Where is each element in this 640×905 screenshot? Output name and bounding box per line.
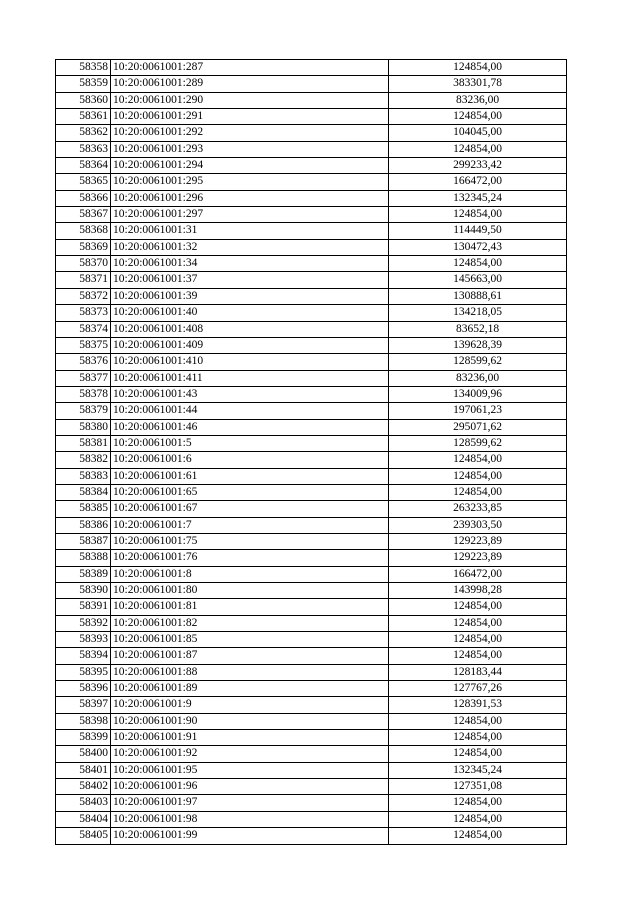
cadastral-number-cell: 10:20:0061001:90 [111,713,389,729]
row-number-cell: 58358 [56,60,111,76]
table-row [56,517,567,533]
cadastral-value-cell: 128391,53 [389,697,567,713]
row-number-cell: 58363 [56,141,111,157]
cadastral-value-cell: 124854,00 [389,746,567,762]
cadastral-number-cell: 10:20:0061001:61 [111,468,389,484]
cadastral-value-cell: 129223,89 [389,550,567,566]
table-row [56,811,567,827]
cadastral-number-cell: 10:20:0061001:46 [111,419,389,435]
table-row [56,681,567,697]
cadastral-number-cell: 10:20:0061001:99 [111,828,389,844]
row-number-cell: 58397 [56,697,111,713]
cadastral-number-cell: 10:20:0061001:410 [111,354,389,370]
cadastral-number-cell: 10:20:0061001:290 [111,92,389,108]
cadastral-value-cell: 239303,50 [389,517,567,533]
row-number-cell: 58380 [56,419,111,435]
cadastral-number-cell: 10:20:0061001:287 [111,60,389,76]
cadastral-value-cell: 83652,18 [389,321,567,337]
cadastral-number-cell: 10:20:0061001:32 [111,239,389,255]
cadastral-number-cell: 10:20:0061001:293 [111,141,389,157]
cadastral-value-cell: 83236,00 [389,370,567,386]
cadastral-value-cell: 132345,24 [389,190,567,206]
row-number-cell: 58386 [56,517,111,533]
table-row [56,746,567,762]
cadastral-value-cell: 128599,62 [389,354,567,370]
row-number-cell: 58371 [56,272,111,288]
cadastral-value-cell: 128183,44 [389,664,567,680]
row-number-cell: 58385 [56,501,111,517]
cadastral-value-cell: 134009,96 [389,386,567,402]
cadastral-number-cell: 10:20:0061001:89 [111,681,389,697]
table-row [56,207,567,223]
table-row [56,550,567,566]
table-row [56,795,567,811]
row-number-cell: 58361 [56,109,111,125]
table-row [56,92,567,108]
row-number-cell: 58401 [56,762,111,778]
row-number-cell: 58370 [56,256,111,272]
row-number-cell: 58383 [56,468,111,484]
cadastral-value-cell: 295071,62 [389,419,567,435]
cadastral-value-cell: 124854,00 [389,795,567,811]
cadastral-value-cell: 124854,00 [389,828,567,844]
row-number-cell: 58376 [56,354,111,370]
cadastral-value-cell: 166472,00 [389,566,567,582]
cadastral-value-cell: 124854,00 [389,207,567,223]
row-number-cell: 58395 [56,664,111,680]
cadastral-value-cell: 132345,24 [389,762,567,778]
table-row [56,648,567,664]
cadastral-value-cell: 145663,00 [389,272,567,288]
cadastral-value-cell: 129223,89 [389,533,567,549]
cadastral-number-cell: 10:20:0061001:91 [111,730,389,746]
row-number-cell: 58405 [56,828,111,844]
row-number-cell: 58396 [56,681,111,697]
cadastral-number-cell: 10:20:0061001:291 [111,109,389,125]
cadastral-number-cell: 10:20:0061001:6 [111,452,389,468]
cadastral-number-cell: 10:20:0061001:82 [111,615,389,631]
cadastral-number-cell: 10:20:0061001:9 [111,697,389,713]
table-row [56,305,567,321]
table-row [56,435,567,451]
cadastral-number-cell: 10:20:0061001:85 [111,632,389,648]
cadastral-value-cell: 128599,62 [389,435,567,451]
cadastral-number-cell: 10:20:0061001:75 [111,533,389,549]
row-number-cell: 58365 [56,174,111,190]
row-number-cell: 58391 [56,599,111,615]
cadastral-value-table [55,59,567,845]
row-number-cell: 58378 [56,386,111,402]
row-number-cell: 58381 [56,435,111,451]
row-number-cell: 58360 [56,92,111,108]
cadastral-value-cell: 124854,00 [389,713,567,729]
cadastral-value-cell: 134218,05 [389,305,567,321]
cadastral-value-cell: 124854,00 [389,452,567,468]
cadastral-number-cell: 10:20:0061001:92 [111,746,389,762]
cadastral-number-cell: 10:20:0061001:8 [111,566,389,582]
row-number-cell: 58359 [56,76,111,92]
table-row [56,76,567,92]
cadastral-value-cell: 124854,00 [389,256,567,272]
table-row [56,337,567,353]
table-row [56,828,567,844]
cadastral-number-cell: 10:20:0061001:43 [111,386,389,402]
row-number-cell: 58400 [56,746,111,762]
cadastral-value-cell: 124854,00 [389,109,567,125]
table-row [56,419,567,435]
row-number-cell: 58398 [56,713,111,729]
cadastral-value-cell: 124854,00 [389,730,567,746]
table-row [56,386,567,402]
table-row [56,762,567,778]
row-number-cell: 58394 [56,648,111,664]
table-row [56,354,567,370]
row-number-cell: 58372 [56,288,111,304]
cadastral-value-cell: 130472,43 [389,239,567,255]
table-row [56,239,567,255]
cadastral-number-cell: 10:20:0061001:294 [111,158,389,174]
row-number-cell: 58404 [56,811,111,827]
row-number-cell: 58364 [56,158,111,174]
cadastral-number-cell: 10:20:0061001:37 [111,272,389,288]
cadastral-value-cell: 83236,00 [389,92,567,108]
cadastral-value-cell: 114449,50 [389,223,567,239]
cadastral-number-cell: 10:20:0061001:80 [111,583,389,599]
table-row [56,288,567,304]
cadastral-number-cell: 10:20:0061001:289 [111,76,389,92]
row-number-cell: 58379 [56,403,111,419]
cadastral-number-cell: 10:20:0061001:39 [111,288,389,304]
row-number-cell: 58392 [56,615,111,631]
row-number-cell: 58368 [56,223,111,239]
table-row [56,599,567,615]
row-number-cell: 58390 [56,583,111,599]
cadastral-value-cell: 124854,00 [389,141,567,157]
row-number-cell: 58367 [56,207,111,223]
cadastral-number-cell: 10:20:0061001:40 [111,305,389,321]
table-row [56,109,567,125]
cadastral-value-cell: 124854,00 [389,615,567,631]
cadastral-value-cell: 124854,00 [389,468,567,484]
row-number-cell: 58403 [56,795,111,811]
row-number-cell: 58402 [56,779,111,795]
cadastral-number-cell: 10:20:0061001:292 [111,125,389,141]
cadastral-value-cell: 383301,78 [389,76,567,92]
table-row [56,468,567,484]
cadastral-number-cell: 10:20:0061001:44 [111,403,389,419]
table-row [56,403,567,419]
cadastral-value-cell: 127767,26 [389,681,567,697]
table-row [56,272,567,288]
table-row [56,501,567,517]
cadastral-number-cell: 10:20:0061001:5 [111,435,389,451]
cadastral-value-cell: 130888,61 [389,288,567,304]
row-number-cell: 58387 [56,533,111,549]
cadastral-value-cell: 124854,00 [389,648,567,664]
table-row [56,256,567,272]
table-row [56,321,567,337]
cadastral-value-cell: 143998,28 [389,583,567,599]
row-number-cell: 58382 [56,452,111,468]
cadastral-number-cell: 10:20:0061001:76 [111,550,389,566]
table-row [56,452,567,468]
row-number-cell: 58375 [56,337,111,353]
table-row [56,713,567,729]
cadastral-number-cell: 10:20:0061001:7 [111,517,389,533]
table-row [56,533,567,549]
cadastral-value-cell: 124854,00 [389,632,567,648]
cadastral-number-cell: 10:20:0061001:409 [111,337,389,353]
cadastral-value-cell: 299233,42 [389,158,567,174]
cadastral-value-cell: 139628,39 [389,337,567,353]
table-row [56,730,567,746]
table-row [56,141,567,157]
table-row [56,174,567,190]
table-row [56,779,567,795]
table-row [56,583,567,599]
cadastral-number-cell: 10:20:0061001:87 [111,648,389,664]
cadastral-value-cell: 263233,85 [389,501,567,517]
cadastral-value-cell: 197061,23 [389,403,567,419]
table-row [56,370,567,386]
cadastral-number-cell: 10:20:0061001:95 [111,762,389,778]
cadastral-value-cell: 124854,00 [389,484,567,500]
row-number-cell: 58362 [56,125,111,141]
row-number-cell: 58399 [56,730,111,746]
cadastral-number-cell: 10:20:0061001:97 [111,795,389,811]
cadastral-number-cell: 10:20:0061001:297 [111,207,389,223]
table-row [56,484,567,500]
cadastral-number-cell: 10:20:0061001:411 [111,370,389,386]
row-number-cell: 58389 [56,566,111,582]
table-row [56,60,567,76]
table-row [56,223,567,239]
table-row [56,697,567,713]
table-row [56,664,567,680]
row-number-cell: 58366 [56,190,111,206]
cadastral-number-cell: 10:20:0061001:296 [111,190,389,206]
cadastral-value-cell: 124854,00 [389,60,567,76]
cadastral-number-cell: 10:20:0061001:65 [111,484,389,500]
table-body [56,60,567,845]
table-row [56,632,567,648]
cadastral-value-cell: 124854,00 [389,811,567,827]
cadastral-number-cell: 10:20:0061001:67 [111,501,389,517]
row-number-cell: 58377 [56,370,111,386]
cadastral-number-cell: 10:20:0061001:408 [111,321,389,337]
cadastral-value-cell: 104045,00 [389,125,567,141]
table-row [56,615,567,631]
cadastral-value-cell: 166472,00 [389,174,567,190]
row-number-cell: 58369 [56,239,111,255]
row-number-cell: 58374 [56,321,111,337]
row-number-cell: 58388 [56,550,111,566]
row-number-cell: 58393 [56,632,111,648]
table-row [56,158,567,174]
cadastral-value-cell: 127351,08 [389,779,567,795]
cadastral-number-cell: 10:20:0061001:295 [111,174,389,190]
table-row [56,125,567,141]
cadastral-value-cell: 124854,00 [389,599,567,615]
cadastral-number-cell: 10:20:0061001:98 [111,811,389,827]
cadastral-number-cell: 10:20:0061001:88 [111,664,389,680]
cadastral-number-cell: 10:20:0061001:31 [111,223,389,239]
row-number-cell: 58373 [56,305,111,321]
row-number-cell: 58384 [56,484,111,500]
table-row [56,566,567,582]
cadastral-number-cell: 10:20:0061001:34 [111,256,389,272]
table-row [56,190,567,206]
cadastral-number-cell: 10:20:0061001:81 [111,599,389,615]
cadastral-number-cell: 10:20:0061001:96 [111,779,389,795]
